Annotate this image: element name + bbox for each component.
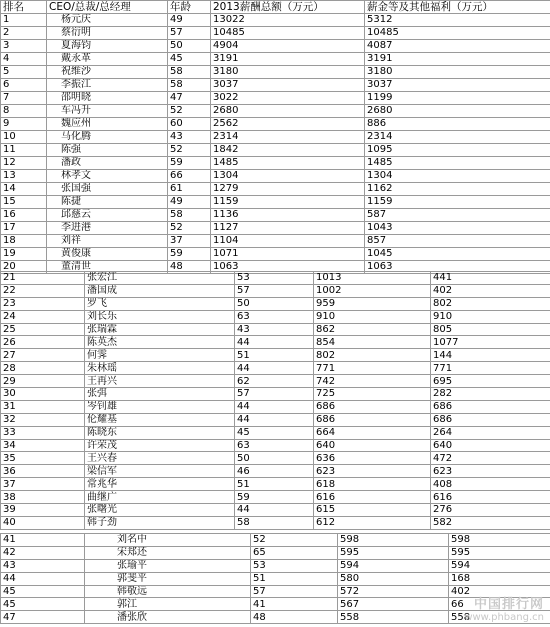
table-row [1,14,550,27]
total-pay-cell: 1127 [211,222,365,235]
salary-cell: 3180 [365,66,550,79]
name-cell: 刘名中 [85,534,251,547]
total-pay-cell: 3037 [211,79,365,92]
table-row [1,611,550,624]
age-cell: 53 [251,559,338,572]
name-cell: 潘张欣 [85,611,251,624]
rank-cell: 30 [1,388,85,401]
table-row [1,452,550,465]
table-row [1,336,550,349]
salary-cell: 686 [431,413,550,426]
total-pay-cell: 558 [338,611,449,624]
table-row [1,388,550,401]
total-pay-cell: 598 [338,534,449,547]
total-pay-cell: 615 [314,504,431,517]
salary-cell: 582 [431,516,550,529]
rank-cell: 4 [1,53,47,66]
name-cell: 梁信军 [85,465,235,478]
name-cell: 陈捷 [47,196,168,209]
age-cell: 60 [168,118,211,131]
rank-cell: 45 [1,585,85,598]
rank-cell: 25 [1,323,85,336]
rank-cell: 35 [1,452,85,465]
age-cell: 44 [235,336,314,349]
age-cell: 48 [168,261,211,274]
age-cell: 65 [251,546,338,559]
rank-cell: 38 [1,491,85,504]
salary-cell: 472 [431,452,550,465]
rank-cell: 19 [1,248,47,261]
age-cell: 50 [235,452,314,465]
salary-cell: 595 [449,546,550,559]
name-cell: 朱林瑶 [85,362,235,375]
rank-cell: 31 [1,400,85,413]
total-pay-cell: 1063 [211,261,365,274]
age-cell: 43 [235,323,314,336]
name-cell: 杨元庆 [47,14,168,27]
total-pay-cell: 1136 [211,209,365,222]
table-row [1,323,550,336]
salary-cell: 616 [431,491,550,504]
salary-cell: 771 [431,362,550,375]
age-cell: 63 [235,439,314,452]
rank-cell: 43 [1,559,85,572]
table-row [1,546,550,559]
total-pay-cell: 1002 [314,284,431,297]
total-pay-cell: 567 [338,598,449,611]
rank-cell: 28 [1,362,85,375]
rank-cell: 15 [1,196,47,209]
table-row [1,439,550,452]
name-cell: 黄俊康 [47,248,168,261]
salary-cell: 168 [449,572,550,585]
table-row [1,170,550,183]
ranking-table-middle [0,271,550,530]
salary-cell: 805 [431,323,550,336]
age-cell: 58 [235,516,314,529]
rank-cell: 36 [1,465,85,478]
total-pay-cell: 862 [314,323,431,336]
rank-cell: 33 [1,426,85,439]
name-cell: 陈强 [47,144,168,157]
salary-cell: 2314 [365,131,550,144]
rank-cell: 18 [1,235,47,248]
table-row [1,27,550,40]
age-cell: 63 [235,310,314,323]
table-row [1,426,550,439]
total-pay-cell: 2562 [211,118,365,131]
rank-cell: 24 [1,310,85,323]
name-cell: 郭江 [85,598,251,611]
name-cell: 李振江 [47,79,168,92]
salary-cell: 1045 [365,248,550,261]
total-pay-cell: 910 [314,310,431,323]
total-pay-cell: 3180 [211,66,365,79]
rank-cell: 22 [1,284,85,297]
name-cell: 潘国成 [85,284,235,297]
salary-cell: 910 [431,310,550,323]
header-total-pay: 2013薪酬总额（万元） [211,1,365,14]
table-row [1,349,550,362]
name-cell: 祝维沙 [47,66,168,79]
salary-cell: 66 [449,598,550,611]
rank-cell: 45 [1,598,85,611]
salary-cell: 1063 [365,261,550,274]
name-cell: 邱慈云 [47,209,168,222]
total-pay-cell: 4904 [211,40,365,53]
age-cell: 59 [235,491,314,504]
salary-cell: 640 [431,439,550,452]
age-cell: 57 [235,388,314,401]
salary-cell: 695 [431,375,550,388]
age-cell: 52 [168,222,211,235]
salary-cell: 1199 [365,92,550,105]
total-pay-cell: 595 [338,546,449,559]
table-row [1,465,550,478]
salary-cell: 686 [431,400,550,413]
table-row [1,375,550,388]
age-cell: 52 [168,105,211,118]
table-row [1,222,550,235]
salary-cell: 3191 [365,53,550,66]
age-cell: 52 [168,144,211,157]
age-cell: 57 [235,284,314,297]
age-cell: 59 [168,248,211,261]
rank-cell: 23 [1,297,85,310]
table-row [1,297,550,310]
rank-cell: 6 [1,79,47,92]
name-cell: 郭斐平 [85,572,251,585]
total-pay-cell: 664 [314,426,431,439]
rank-cell: 26 [1,336,85,349]
name-cell: 王再兴 [85,375,235,388]
salary-cell: 10485 [365,27,550,40]
name-cell: 林孝文 [47,170,168,183]
table-row [1,79,550,92]
table-row [1,53,550,66]
header-ceo: CEO/总裁/总经理 [47,1,168,14]
table-row [1,362,550,375]
total-pay-cell: 1485 [211,157,365,170]
name-cell: 罗飞 [85,297,235,310]
name-cell: 宋郑还 [85,546,251,559]
salary-cell: 623 [431,465,550,478]
salary-cell: 1095 [365,144,550,157]
rank-cell: 5 [1,66,47,79]
salary-cell: 2680 [365,105,550,118]
total-pay-cell: 3191 [211,53,365,66]
salary-cell: 144 [431,349,550,362]
table-row [1,534,550,547]
age-cell: 49 [168,14,211,27]
age-cell: 37 [168,235,211,248]
rank-cell: 12 [1,157,47,170]
rank-cell: 37 [1,478,85,491]
name-cell: 张宏江 [85,272,235,285]
table-row [1,478,550,491]
total-pay-cell: 572 [338,585,449,598]
salary-cell: 402 [449,585,550,598]
age-cell: 57 [168,27,211,40]
name-cell: 韩子劲 [85,516,235,529]
total-pay-cell: 802 [314,349,431,362]
rank-cell: 47 [1,611,85,624]
salary-cell: 802 [431,297,550,310]
name-cell: 戴永革 [47,53,168,66]
age-cell: 49 [168,196,211,209]
rank-cell: 39 [1,504,85,517]
age-cell: 44 [235,504,314,517]
total-pay-cell: 1013 [314,272,431,285]
age-cell: 44 [235,400,314,413]
table-row [1,598,550,611]
table-row [1,516,550,529]
name-cell: 曲继广 [85,491,235,504]
rank-cell: 44 [1,572,85,585]
rank-cell: 2 [1,27,47,40]
salary-cell: 264 [431,426,550,439]
salary-cell: 1043 [365,222,550,235]
age-cell: 45 [168,53,211,66]
rank-cell: 14 [1,183,47,196]
rank-cell: 41 [1,534,85,547]
age-cell: 62 [235,375,314,388]
name-cell: 刘祥 [47,235,168,248]
table-row [1,183,550,196]
name-cell: 陈英杰 [85,336,235,349]
total-pay-cell: 618 [314,478,431,491]
rank-cell: 34 [1,439,85,452]
name-cell: 许荣茂 [85,439,235,452]
name-cell: 董清世 [47,261,168,274]
rank-cell: 3 [1,40,47,53]
watermark-site-name: 中国排行网 [473,597,544,612]
age-cell: 44 [235,362,314,375]
name-cell: 张国强 [47,183,168,196]
total-pay-cell: 612 [314,516,431,529]
rank-cell: 40 [1,516,85,529]
ranking-table-top [0,0,550,274]
name-cell: 蔡衍明 [47,27,168,40]
age-cell: 57 [251,585,338,598]
rank-cell: 10 [1,131,47,144]
header-rank: 排名 [1,1,47,14]
name-cell: 李进港 [47,222,168,235]
age-cell: 43 [168,131,211,144]
age-cell: 66 [168,170,211,183]
rank-cell: 32 [1,413,85,426]
salary-cell: 558 [449,611,550,624]
name-cell: 张弭 [85,388,235,401]
total-pay-cell: 686 [314,413,431,426]
total-pay-cell: 1159 [211,196,365,209]
name-cell: 夏海钧 [47,40,168,53]
rank-cell: 42 [1,546,85,559]
header-age: 年龄 [168,1,211,14]
total-pay-cell: 742 [314,375,431,388]
age-cell: 47 [168,92,211,105]
total-pay-cell: 10485 [211,27,365,40]
table-row [1,131,550,144]
age-cell: 59 [168,157,211,170]
total-pay-cell: 1071 [211,248,365,261]
salary-cell: 587 [365,209,550,222]
table-header-row [1,1,550,14]
name-cell: 潘政 [47,157,168,170]
age-cell: 50 [235,297,314,310]
age-cell: 51 [251,572,338,585]
rank-cell: 29 [1,375,85,388]
total-pay-cell: 1104 [211,235,365,248]
salary-cell: 4087 [365,40,550,53]
total-pay-cell: 959 [314,297,431,310]
name-cell: 邵明晓 [47,92,168,105]
name-cell: 魏应州 [47,118,168,131]
table-row [1,310,550,323]
name-cell: 张瑞霖 [85,323,235,336]
salary-cell: 1304 [365,170,550,183]
rank-cell: 11 [1,144,47,157]
table-row [1,248,550,261]
table-row [1,504,550,517]
table-row [1,196,550,209]
salary-cell: 282 [431,388,550,401]
name-cell: 刘长乐 [85,310,235,323]
salary-cell: 5312 [365,14,550,27]
age-cell: 51 [235,349,314,362]
age-cell: 45 [235,426,314,439]
rank-cell: 27 [1,349,85,362]
age-cell: 58 [168,79,211,92]
salary-cell: 441 [431,272,550,285]
table-row [1,235,550,248]
table-row [1,209,550,222]
age-cell: 52 [251,534,338,547]
ranking-table-bottom [0,533,550,624]
header-salary-benefits: 薪金等及其他福利（万元） [365,1,550,14]
table-row [1,157,550,170]
age-cell: 53 [235,272,314,285]
table-row [1,66,550,79]
salary-cell: 886 [365,118,550,131]
total-pay-cell: 1304 [211,170,365,183]
rank-cell: 13 [1,170,47,183]
total-pay-cell: 623 [314,465,431,478]
total-pay-cell: 594 [338,559,449,572]
total-pay-cell: 725 [314,388,431,401]
total-pay-cell: 1842 [211,144,365,157]
name-cell: 韩敬远 [85,585,251,598]
salary-cell: 402 [431,284,550,297]
total-pay-cell: 580 [338,572,449,585]
table-row [1,559,550,572]
name-cell: 王兴春 [85,452,235,465]
name-cell: 马化腾 [47,131,168,144]
table-row [1,144,550,157]
salary-cell: 1485 [365,157,550,170]
table-row [1,491,550,504]
salary-cell: 276 [431,504,550,517]
rank-cell: 7 [1,92,47,105]
rank-cell: 9 [1,118,47,131]
age-cell: 48 [251,611,338,624]
age-cell: 44 [235,413,314,426]
salary-cell: 857 [365,235,550,248]
total-pay-cell: 640 [314,439,431,452]
table-row [1,585,550,598]
total-pay-cell: 616 [314,491,431,504]
salary-cell: 594 [449,559,550,572]
salary-cell: 1159 [365,196,550,209]
rank-cell: 17 [1,222,47,235]
rank-cell: 8 [1,105,47,118]
name-cell: 岑钊雄 [85,400,235,413]
table-row [1,284,550,297]
name-cell: 车冯升 [47,105,168,118]
rank-cell: 1 [1,14,47,27]
salary-cell: 408 [431,478,550,491]
name-cell: 陈晓东 [85,426,235,439]
table-row [1,572,550,585]
total-pay-cell: 686 [314,400,431,413]
salary-cell: 1077 [431,336,550,349]
total-pay-cell: 3022 [211,92,365,105]
name-cell: 常兆华 [85,478,235,491]
name-cell: 伦耀基 [85,413,235,426]
age-cell: 58 [168,66,211,79]
age-cell: 61 [168,183,211,196]
salary-cell: 3037 [365,79,550,92]
total-pay-cell: 2314 [211,131,365,144]
rank-cell: 21 [1,272,85,285]
table-row [1,40,550,53]
rank-cell: 20 [1,261,47,274]
age-cell: 51 [235,478,314,491]
age-cell: 46 [235,465,314,478]
name-cell: 何霁 [85,349,235,362]
watermark-url: www.phbang.cn [464,612,544,623]
age-cell: 58 [168,209,211,222]
table-row [1,400,550,413]
total-pay-cell: 636 [314,452,431,465]
table-row [1,118,550,131]
table-row [1,105,550,118]
rank-cell: 16 [1,209,47,222]
total-pay-cell: 854 [314,336,431,349]
salary-cell: 598 [449,534,550,547]
total-pay-cell: 771 [314,362,431,375]
age-cell: 41 [251,598,338,611]
table-row [1,272,550,285]
table-row [1,92,550,105]
name-cell: 张瑜平 [85,559,251,572]
total-pay-cell: 1279 [211,183,365,196]
total-pay-cell: 13022 [211,14,365,27]
age-cell: 50 [168,40,211,53]
salary-cell: 1162 [365,183,550,196]
table-row [1,413,550,426]
total-pay-cell: 2680 [211,105,365,118]
name-cell: 张曙光 [85,504,235,517]
